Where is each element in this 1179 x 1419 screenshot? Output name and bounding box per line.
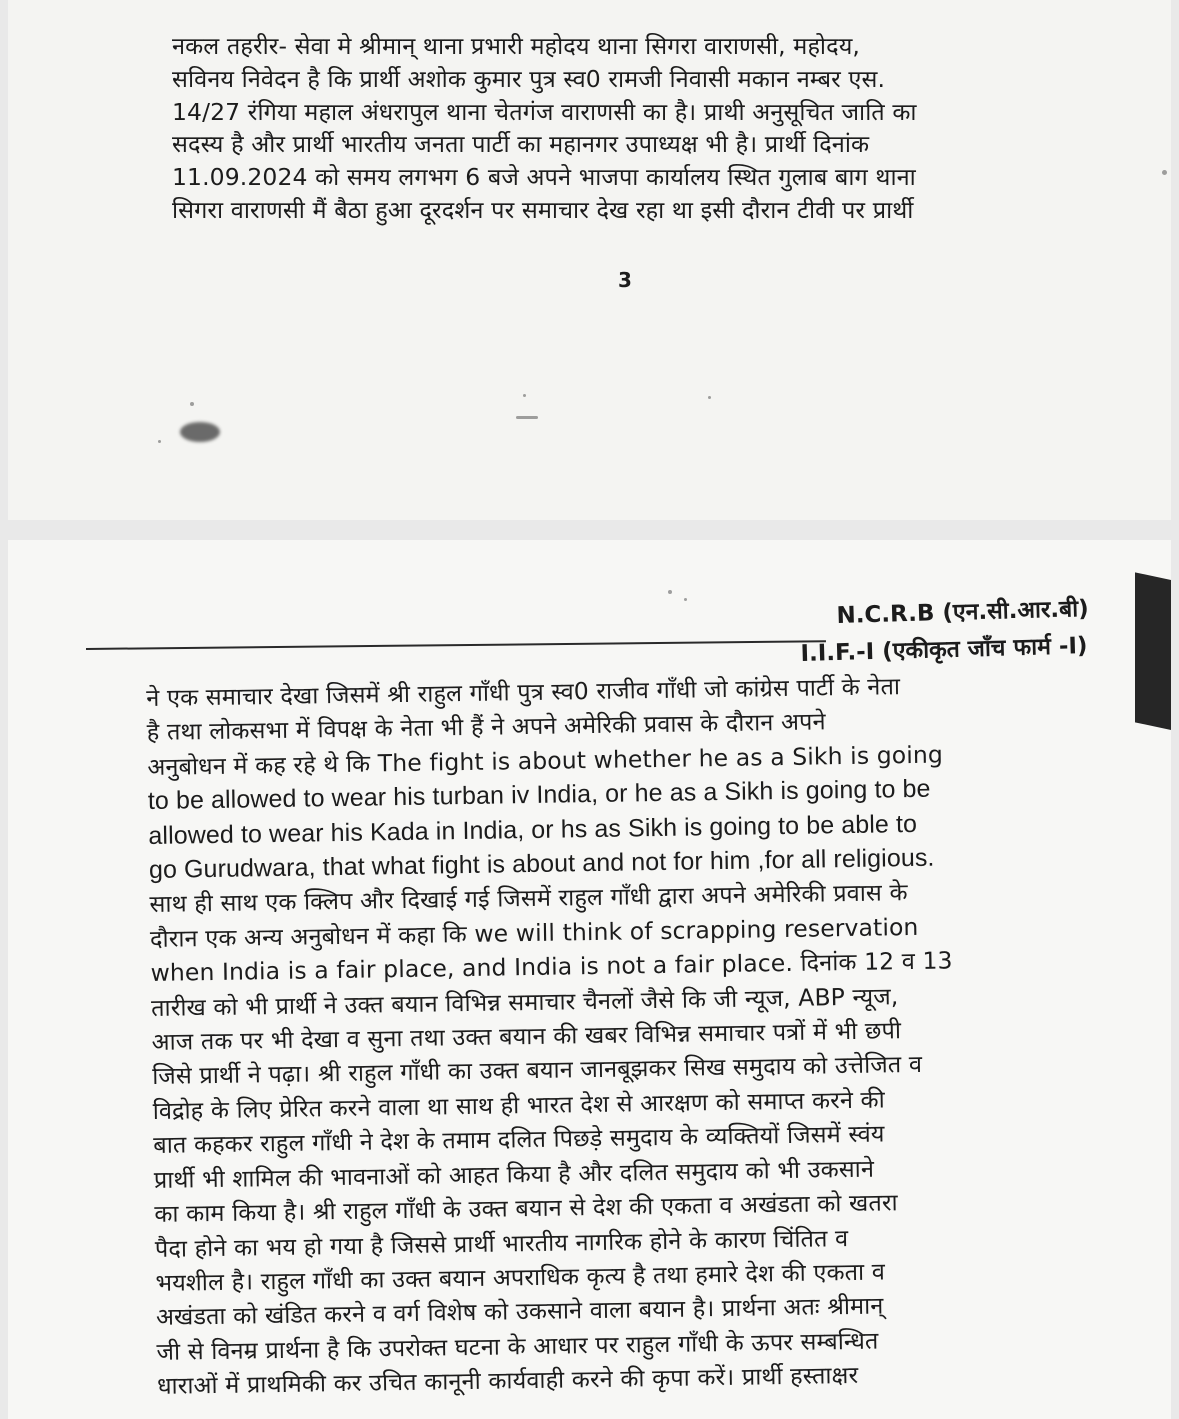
text-line: 14/27 रंगिया महाल अंधरापुल थाना चेतगंज वाराणसी का है। प्राथी अनुसूचित जाति का: [172, 97, 917, 126]
text-line: भयशील है। राहुल गाँधी का उक्त बयान अपराधिक कृत्य है तथा हमारे देश की एकता व: [155, 1257, 886, 1297]
scan-speck: [158, 440, 161, 443]
ncrb-header: N.C.R.B (एन.सी.आर.बी): [836, 595, 1090, 629]
text-line: विद्रोह के लिए प्रेरित करने वाला था साथ ही भारत देश से आरक्षण को समाप्त करने की: [152, 1085, 886, 1125]
ink-smudge: [180, 422, 220, 442]
page-number: 3: [618, 268, 632, 292]
scan-speck: [516, 416, 538, 419]
text-line: तारीख को भी प्रार्थी ने उक्त बयान विभिन्न समाचार चैनलों जैसे कि जी न्यूज, ABP न्यूज,: [150, 981, 899, 1022]
scan-shadow-corner: [1135, 572, 1171, 730]
text-line: जी से विनम्र प्रार्थना है कि उपरोक्त घटना के आधार पर राहुल गाँधी के ऊपर सम्बन्धित: [156, 1326, 879, 1366]
text-line: अनुबोधन में कह रहे थे कि The fight is about whether he as a Sikh is going: [147, 740, 944, 781]
text-line: allowed to wear his Kada in India, or hs as Sikh is going to be able to: [148, 809, 918, 850]
text-line: सदस्य है और प्रार्थी भारतीय जनता पार्टी का महानगर उपाध्यक्ष भी है। प्रार्थी दिनांक: [172, 130, 870, 159]
scan-speck: [1162, 170, 1167, 175]
scan-speck: [708, 396, 711, 399]
complaint-text-block: [172, 30, 1052, 227]
text-line: to be allowed to wear his turban iv India, or he as a Sikh is going to be: [147, 774, 931, 816]
text-line: जिसे प्रार्थी ने पढ़ा। श्री राहुल गाँधी का उक्त बयान जानबूझकर सिख समुदाय को उत्तेजित व: [151, 1050, 923, 1091]
text-line: बात कहकर राहुल गाँधी ने देश के तमाम दलित पिछड़े समुदाय के व्यक्तियों जिसमें स्वंय: [153, 1119, 885, 1160]
text-line: का काम किया है। श्री राहुल गाँधी के उक्त बयान से देश की एकता व अखंडता को खतरा: [154, 1188, 898, 1229]
scan-speck: [190, 402, 194, 406]
text-line: 11.09.2024 को समय लगभग 6 बजे अपने भाजपा कार्यालय स्थित गुलाब बाग थाना: [172, 163, 916, 192]
document-page-bottom: [8, 540, 1171, 1419]
header-rule: [86, 640, 826, 650]
scan-speck: [523, 394, 526, 397]
text-line: है तथा लोकसभा में विपक्ष के नेता भी हैं ने अपने अमेरिकी प्रवास के दौरान अपने: [146, 707, 826, 747]
text-line: when India is a fair place, and India is not a fair place. दिनांक 12 व 13: [150, 946, 953, 988]
text-line: सिगरा वाराणसी मैं बैठा हुआ दूरदर्शन पर समाचार देख रहा था इसी दौरान टीवी पर प्रार्थी: [172, 195, 914, 224]
text-line: पैदा होने का भय हो गया है जिससे प्रार्थी भारतीय नागरिक होने के कारण चिंतित व: [154, 1223, 849, 1263]
complaint-body-text: [146, 667, 1077, 1404]
text-line: धाराओं में प्राथमिकी कर उचित कानूनी कार्यवाही करने की कृपा करें। प्रार्थी हस्ताक्षर: [156, 1361, 859, 1401]
text-line: go Gurudwara, that what fight is about and not for him ,for all religious.: [148, 843, 935, 885]
text-line: ने एक समाचार देखा जिसमें श्री राहुल गाँधी पुत्र स्व0 राजीव गाँधी जो कांग्रेस पार्टी के नेता: [146, 672, 901, 712]
text-line: आज तक पर भी देखा व सुना तथा उक्त बयान की खबर विभिन्न समाचार पत्रों में भी छपी: [151, 1016, 902, 1057]
text-line: दौरान एक अन्य अनुबोधन में कहा कि we will think of scrapping reservation: [149, 912, 919, 953]
iif-form-header: I.I.F.-I (एकीकृत जाँच फार्म -I): [800, 632, 1088, 667]
scan-speck: [668, 590, 672, 594]
text-line: प्रार्थी भी शामिल की भावनाओं को आहत किया है और दलित समुदाय को भी उकसाने: [153, 1154, 875, 1194]
text-line: साथ ही साथ एक क्लिप और दिखाई गई जिसमें राहुल गाँधी द्वारा अपने अमेरिकी प्रवास के: [149, 878, 908, 919]
text-line: सविनय निवेदन है कि प्रार्थी अशोक कुमार पुत्र स्व0 रामजी निवासी मकान नम्बर एस.: [172, 64, 886, 93]
document-page-top: [8, 0, 1171, 520]
scan-speck: [684, 598, 687, 601]
text-line: अखंडता को खंडित करने व वर्ग विशेष को उकसाने वाला बयान है। प्रार्थना अतः श्रीमान्: [155, 1291, 884, 1332]
text-line: नकल तहरीर- सेवा मे श्रीमान् थाना प्रभारी महोदय थाना सिगरा वाराणसी, महोदय,: [172, 32, 861, 60]
